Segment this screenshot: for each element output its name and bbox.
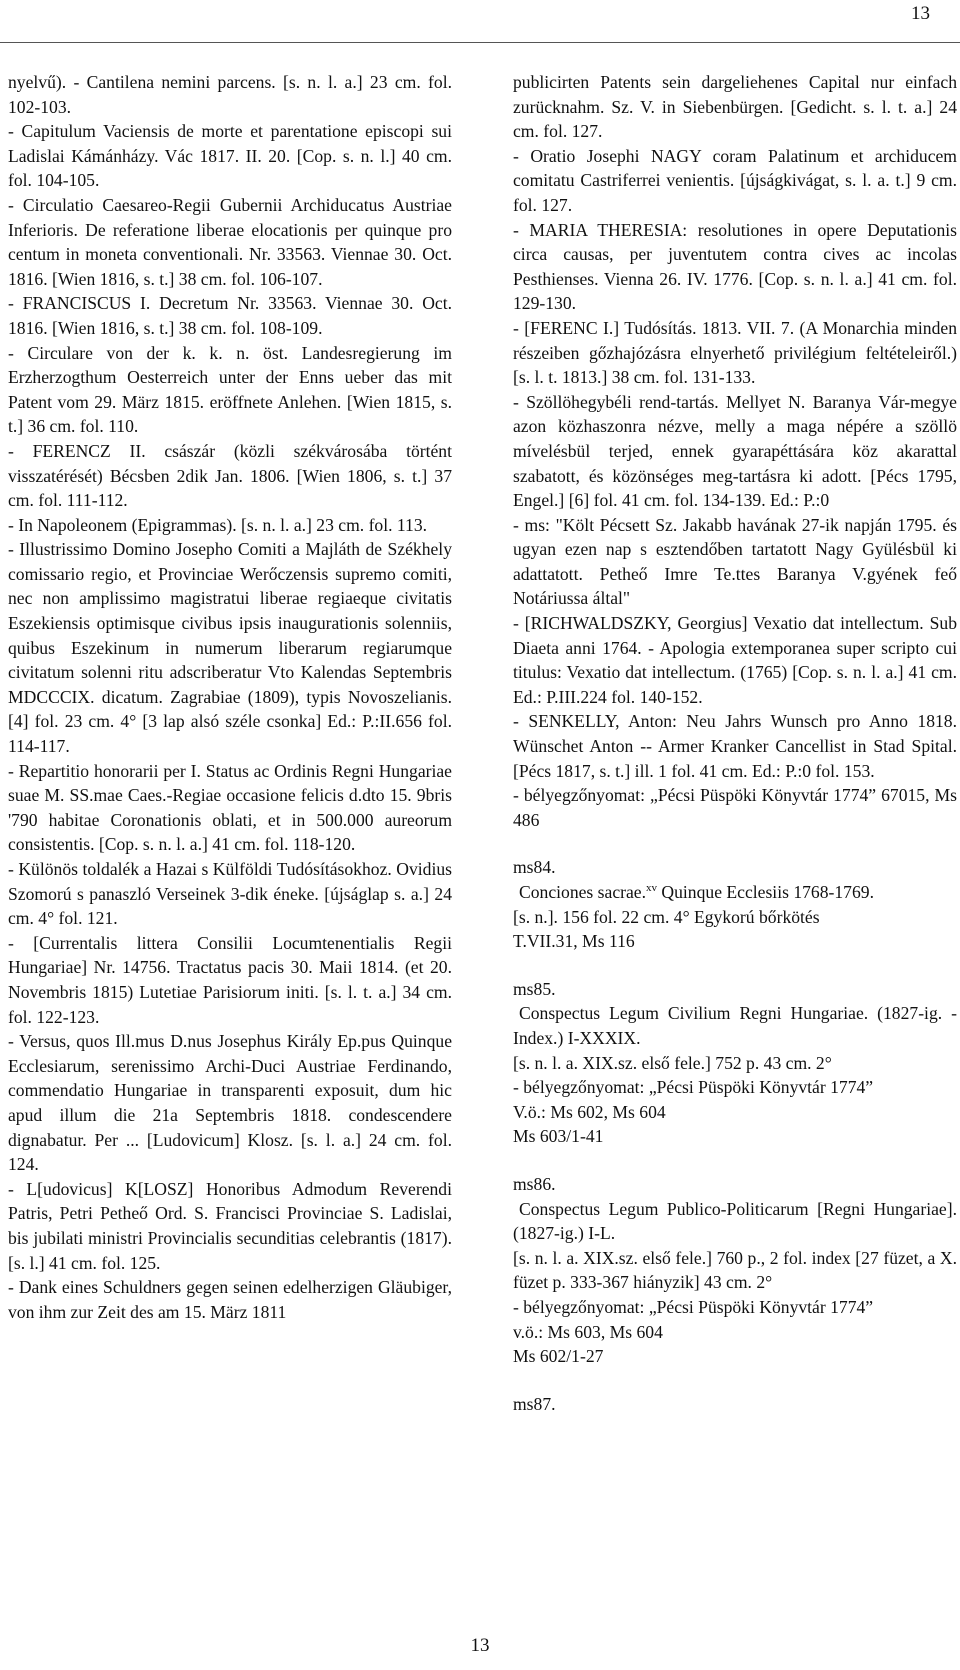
ms86-compare: v.ö.: Ms 603, Ms 604 [513,1321,663,1342]
entry-belyegzo-486: - bélyegzőnyomat: „Pécsi Püspöki Könyvtár 1774” 67015, Ms 486 [513,785,957,830]
entry-senkelly: - SENKELLY, Anton: Neu Jahrs Wunsch pro Anno 1818. Wünschet Anton -- Armer Kranker Cancellist in Stad Spital. [Pécs 1817, s. t.] ill. 1 fol. 41 cm. Ed.: P.:0 fol. 153. [513,711,957,781]
spacer [513,1369,957,1392]
entry-ferenc-tudositas: - [FERENC I.] Tudósítás. 1813. VII. 7. (A Monarchia minden részeiben gőzhajózásra elnyerhető privilégium feltételeiről.) [s. l. t. 1813.] 38 cm. fol. 131-133. [513,317,957,388]
ms84-title-text: Conciones sacrae. [519,882,647,902]
header-rule [0,42,960,43]
entry-circulatio: - Circulatio Caesareo-Regii Gubernii Archiducatus Austriae Inferioris. De referatione liberae elocationis per quinque pro centum in moneta conventionali. Nr. 33563. Viennae 30. Oct. 1816. [Wien 1816, s. t.] 38 cm. fol. 106-107. [8,194,452,289]
ms85-record [513,977,957,1149]
spacer [513,832,957,855]
ms86-stamp: - bélyegzőnyomat: „Pécsi Püspöki Könyvtár 1774” [513,1296,874,1317]
entry-dank-eines: - Dank eines Schuldners gegen seinen edelherzigen Gläubiger, von ihm zur Zeit des am 15. März 1811 [8,1277,452,1322]
entry-maria-theresia: - MARIA THERESIA: resolutiones in opere Deputationis circa causas, per juventutem contra cives ac incolas Pesthienses. Vienna 26. IV. 1776. [Cop. s. n. l. a.] 41 cm. fol. 129-130. [513,219,957,314]
ms86-title: Conspectus Legum Publico-Politicarum [Regni Hungariae]. (1827-ig.) I-L. [513,1198,957,1244]
ms84-title [513,880,957,905]
entry-honoribus: - L[udovicus] K[LOSZ] Honoribus Admodum Reverendi Patris, Petri Petheő Ord. S. Francisci Provinciae S. Ladislai, bis jubilati ministri Provincialis secunditias celebrantis (1817). [s. l.] 41 cm. fol. 125. [8,1178,452,1273]
page-number-top: 13 [911,3,930,24]
entry-ms-kolt: - ms: "Költ Pécsett Sz. Jakabb havának 27-ik napján 1795. és ugyan ezen nap s esztendőben tartatott Nagy Gyülésbül ki adattatott. Petheő Imre Te.ttes Baranya V.gyének feő Notáriussa által" [513,514,957,609]
entry-circulare: - Circulare von der k. k. n. öst. Landesregierung im Erzherzogthum Oesterreich unter der Enns ueber das mit Patent vom 29. März 1815. eröffnete Anlehen. [Wien 1815, s. t.] 36 cm. fol. 110. [8,342,452,437]
ms85-stamp: - bélyegzőnyomat: „Pécsi Püspöki Könyvtár 1774” [513,1077,874,1098]
entry-publicirten: publicirten Patents sein dargeliehenes Capital nur einfach zurücknahm. Sz. V. in Siebenbürgen. [Gedicht. s. l. t. a.] 24 cm. fol. 127. [513,72,957,142]
right-column [513,70,957,1416]
entry-repartitio: - Repartitio honorarii per I. Status ac Ordinis Regni Hungariae suae M. SS.mae Caes.-Regiae occasione felicis d.dto 15. 9bris '790 habitae Coronationis oblati, et in 500.000 aureorum consistentis. [Cop. s. n. l. a.] 41 cm. fol. 118-120. [8,760,452,855]
entry-capitulum-vaciensis: - Capitulum Vaciensis de morte et parentatione episcopi sui Ladislai Kámánházy. Vác 1817. II. 20. [Cop. s. n. l.] 40 cm. fol. 104-105. [8,121,452,191]
left-column [8,70,452,1324]
ms86-shelfmark: Ms 602/1-27 [513,1346,604,1367]
spacer [513,1149,957,1172]
ms86-physical: [s. n. l. a. XIX.sz. első fele.] 760 p., 2 fol. index [27 füzet, a X. füzet p. 333-367 hiányzik] 43 cm. 2° [513,1247,957,1293]
entry-franciscus-decretum: - FRANCISCUS I. Decretum Nr. 33563. Viennae 30. Oct. 1816. [Wien 1816, s. t.] 38 cm. fol. 108-109. [8,293,452,338]
ms85-compare: V.ö.: Ms 602, Ms 604 [513,1101,666,1122]
ms86-heading: ms86. [513,1173,556,1194]
entry-currentalis: - [Currentalis littera Consilii Locumtenentialis Regii Hungariae] Nr. 14756. Tractatus pacis 30. Maii 1814. (et 20. Novembris 1815) Lutetiae Parisiorum initi. [s. l. t. a.] 34 cm. fol. 122-123. [8,932,452,1027]
ms84-heading: ms84. [513,857,556,878]
page-number-bottom: 13 [470,1635,490,1656]
ms84-title-rest: Quinque Ecclesiis 1768-1769. [657,882,874,902]
spacer [513,954,957,977]
entry-oratio: - Oratio Josephi NAGY coram Palatinum et archiducem comitatu Castriferrei venientis. [újságkivágat, s. l. a. t.] 9 cm. fol. 127. [513,145,957,215]
ms84-record [513,855,957,953]
entry-ferencz-ii: - FERENCZ II. császár (közli székvárosába történt visszatérését) Bécsben 2dik Jan. 1806. [Wien 1806, s. t.] 37 cm. fol. 111-112. [8,440,452,511]
entry-richwaldszky: - [RICHWALDSZKY, Georgius] Vexatio dat intellectum. Sub Diaeta anni 1764. - Apologia extemporanea super scripto cui titulus: Vexatio dat intellectum. (1765) [Cop. s. n. l. a.] 41 cm. Ed.: P.III.224 fol. 140-152. [513,613,957,707]
entry-kulonos-toldalek: - Különös toldalék a Hazai s Külföldi Tudósításokhoz. Ovidius Szomorú s panaszló Verseinek 3-dik éneke. [újságlap s. a.] 24 cm. 4° fol. 121. [8,859,452,929]
ms84-shelfmark: T.VII.31, Ms 116 [513,931,635,952]
entry-illustrissimo: - Illustrissimo Domino Josepho Comiti a Majláth de Székhely comissario regio, et Provinciae Werőczensis supremo comiti, nec non amplissimo magistratui liberae regiaeque civitatis Eszekiensis optimisque civibus ipsis inaugurationis solenniis, quibus Eszekinum in numerum liberarum regiarumque civitatum solenni ritu adscriberatur Vto Kalendas Septembris MDCCCIX. dicatum. Zagrabiae (1809), typis Novoszelianis. [4] fol. 23 cm. 4° [3 lap alsó széle csonka] Ed.: P.:II.656 fol. 114-117. [8,539,452,757]
ms85-heading: ms85. [513,978,556,999]
entry-szollohegybeli: - Szöllöhegybéli rend-tartás. Mellyet N. Baranya Vár-megye azon közhaszonra nézve, melly a maga népére a szöllö mívelésbül terjed, ennek gyarapéttására köz akarattal szabatott, és közönséges meg-tartásra ki adott. [Pécs 1795, Engel.] [6] fol. 41 cm. fol. 134-139. Ed.: P.:0 [513,391,957,511]
ms85-shelfmark: Ms 603/1-41 [513,1126,604,1147]
ms85-physical: [s. n. l. a. XIX.sz. első fele.] 752 p. 43 cm. 2° [513,1052,832,1073]
entry-in-napoleonem: - In Napoleonem (Epigrammas). [s. n. l. a.] 23 cm. fol. 113. [8,514,428,535]
ms85-title: Conspectus Legum Civilium Regni Hungariae. (1827-ig. - Index.) I-XXXIX. [513,1003,957,1048]
ms84-physical: [s. n.]. 156 fol. 22 cm. 4° Egykorú bőrkötés [513,906,820,927]
ms87-record [513,1392,957,1417]
entry-cantilena: nyelvű). - Cantilena nemini parcens. [s. n. l. a.] 23 cm. fol. 102-103. [8,72,452,117]
ms84-title-sup: xv [646,882,658,895]
ms86-record [513,1172,957,1369]
ms87-heading: ms87. [513,1393,556,1414]
entry-versus: - Versus, quos Ill.mus D.nus Josephus Király Ep.pus Quinque Ecclesiarum, serenissimo Archi-Duci Austriae Ferdinando, commendatio Hungariae in transparenti exposuit, dum hic apud illum die 21a Septembris 1818. condescendere dignabatur. Per ... [Ludovicum] Klosz. [s. l. a.] 24 cm. fol. 124. [8,1031,452,1175]
